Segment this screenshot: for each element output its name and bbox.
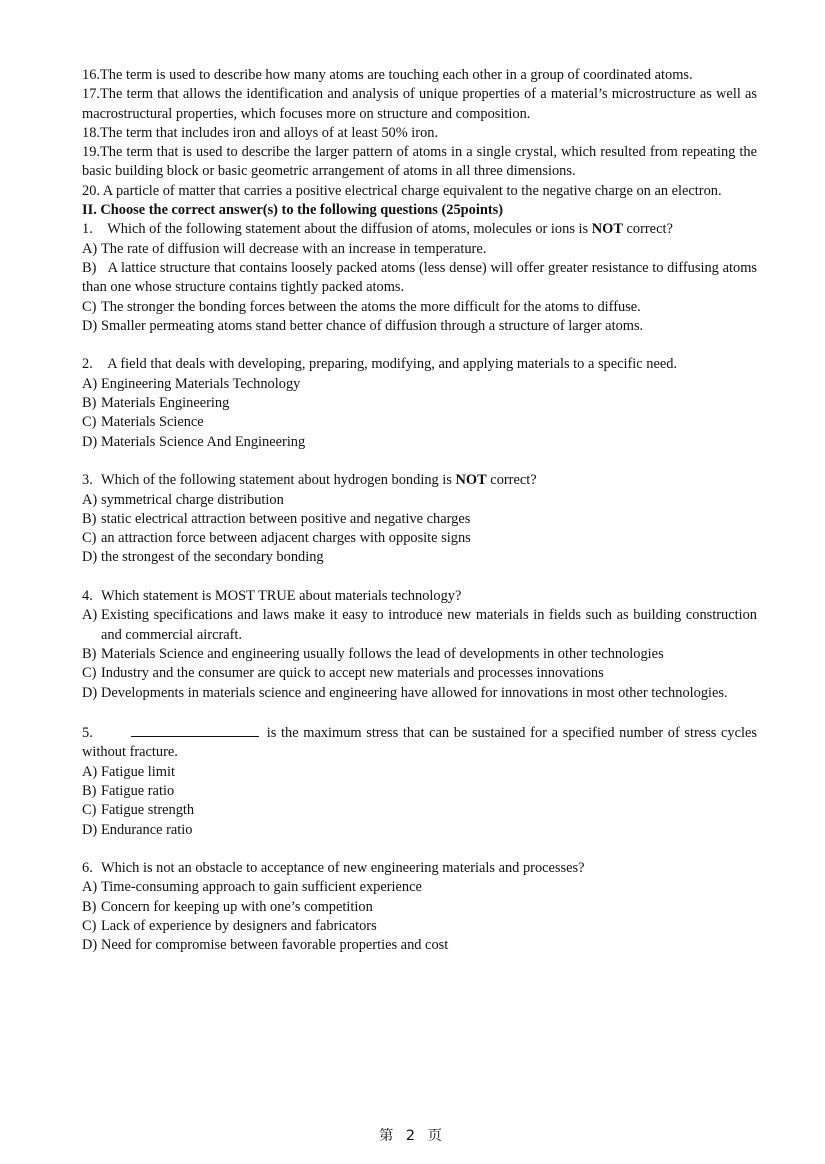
option-text: symmetrical charge distribution bbox=[101, 491, 284, 508]
definition-16: 16.The term is used to describe how many atoms are touching each other in a group of coordinated atoms. bbox=[82, 67, 693, 83]
option-c[interactable] bbox=[82, 298, 757, 317]
question-text: is the maximum stress that can be sustained for a specified number of stress cycles without fracture. bbox=[82, 725, 757, 761]
option-label: C) bbox=[82, 414, 97, 431]
option-d[interactable] bbox=[82, 684, 757, 703]
option-text: A lattice structure that contains loosely packed atoms (less dense) will offer greater resistance to diffusing atoms than one whose structure contains tightly packed atoms. bbox=[82, 259, 757, 296]
option-text: Endurance ratio bbox=[101, 821, 193, 838]
option-d[interactable] bbox=[82, 936, 757, 955]
option-text: Smaller permeating atoms stand better chance of diffusion through a structure of larger atoms. bbox=[101, 317, 644, 334]
question-text-end: correct? bbox=[622, 221, 673, 238]
option-a[interactable] bbox=[82, 240, 757, 259]
option-d[interactable] bbox=[82, 317, 757, 336]
question-text: Which is not an obstacle to acceptance of new engineering materials and processes? bbox=[101, 860, 585, 877]
option-text: The stronger the bonding forces between the atoms the more difficult for the atoms to diffuse. bbox=[101, 298, 641, 315]
question-number: 3. bbox=[82, 472, 93, 489]
question-emphasis: NOT bbox=[591, 221, 623, 238]
option-label: C) bbox=[82, 918, 97, 935]
option-text: Existing specifications and laws make it easy to introduce new materials in fields such as building construction and commercial aircraft. bbox=[101, 607, 757, 643]
question-2 bbox=[82, 355, 757, 451]
definition-19: 19.The term that is used to describe the larger pattern of atoms in a single crystal, which resulted from repeating the basic building block or basic geometric arrangement of atoms in all three dimensions. bbox=[82, 144, 757, 180]
question-1 bbox=[82, 220, 757, 336]
option-label: B) bbox=[82, 395, 97, 412]
question-text: A field that deals with developing, preparing, modifying, and applying materials to a specific need. bbox=[107, 356, 678, 373]
section-header: II. Choose the correct answer(s) to the following questions (25points) bbox=[82, 202, 504, 219]
question-text: Which of the following statement about hydrogen bonding is bbox=[101, 472, 456, 489]
option-label: C) bbox=[82, 298, 97, 315]
option-label: A) bbox=[82, 240, 98, 257]
option-label: B) bbox=[82, 510, 97, 527]
question-3-stem bbox=[82, 471, 757, 490]
question-6 bbox=[82, 859, 757, 955]
option-text: Lack of experience by designers and fabricators bbox=[101, 918, 377, 935]
option-label: A) bbox=[82, 763, 98, 780]
question-5 bbox=[82, 722, 757, 840]
option-label: C) bbox=[82, 530, 97, 547]
option-c[interactable] bbox=[82, 801, 757, 820]
option-b[interactable] bbox=[82, 782, 757, 801]
option-a[interactable] bbox=[82, 763, 757, 782]
option-text: an attraction force between adjacent charges with opposite signs bbox=[101, 530, 471, 547]
option-b[interactable] bbox=[82, 898, 757, 917]
option-b[interactable] bbox=[82, 394, 757, 413]
option-label: C) bbox=[82, 665, 97, 682]
question-number: 4. bbox=[82, 588, 93, 605]
definition-20: 20. A particle of matter that carries a positive electrical charge equivalent to the negative charge on an electron. bbox=[82, 182, 722, 199]
option-label: B) bbox=[82, 645, 97, 662]
option-label: C) bbox=[82, 802, 97, 819]
question-number: 1. bbox=[82, 221, 93, 238]
option-c[interactable] bbox=[82, 664, 757, 683]
question-5-stem bbox=[82, 722, 757, 763]
document-page bbox=[82, 66, 757, 956]
option-text: Developments in materials science and engineering have allowed for innovations in most other technologies. bbox=[101, 684, 728, 701]
option-text: static electrical attraction between positive and negative charges bbox=[101, 510, 471, 527]
option-label: A) bbox=[82, 607, 98, 624]
option-text: Industry and the consumer are quick to accept new materials and processes innovations bbox=[101, 665, 604, 682]
option-text: The rate of diffusion will decrease with an increase in temperature. bbox=[101, 240, 487, 257]
question-number: 5. bbox=[82, 725, 93, 742]
option-c[interactable] bbox=[82, 917, 757, 936]
option-text: Fatigue strength bbox=[101, 802, 195, 819]
option-text: the strongest of the secondary bonding bbox=[101, 549, 324, 566]
option-d[interactable] bbox=[82, 433, 757, 452]
question-text: Which of the following statement about the diffusion of atoms, molecules or ions is bbox=[107, 221, 592, 238]
option-d[interactable] bbox=[82, 821, 757, 840]
definition-17: 17.The term that allows the identification and analysis of unique properties of a material’s microstructure as well as macrostructural properties, which focuses more on structure and composition. bbox=[82, 86, 757, 122]
option-c[interactable] bbox=[82, 529, 757, 548]
question-4-stem bbox=[82, 587, 757, 606]
question-emphasis: NOT bbox=[455, 472, 487, 489]
option-b[interactable] bbox=[82, 510, 757, 529]
question-number: 2. bbox=[82, 356, 93, 373]
question-text-end: correct? bbox=[486, 472, 537, 489]
question-number: 6. bbox=[82, 860, 93, 877]
option-text: Engineering Materials Technology bbox=[101, 375, 301, 392]
option-a[interactable] bbox=[82, 878, 757, 897]
option-b[interactable] bbox=[82, 645, 757, 664]
option-text: Materials Science And Engineering bbox=[101, 433, 306, 450]
option-text: Materials Science and engineering usually follows the lead of developments in other technologies bbox=[101, 645, 664, 662]
question-text: Which statement is MOST TRUE about materials technology? bbox=[101, 588, 462, 605]
page-number-footer: 第 2 页 bbox=[378, 1128, 447, 1144]
option-c[interactable] bbox=[82, 413, 757, 432]
option-text: Fatigue ratio bbox=[101, 782, 175, 799]
answer-blank[interactable] bbox=[131, 722, 259, 737]
option-label: D) bbox=[82, 317, 98, 334]
option-label: D) bbox=[82, 937, 98, 954]
option-label: A) bbox=[82, 879, 98, 896]
option-text: Need for compromise between favorable properties and cost bbox=[101, 937, 449, 954]
option-d[interactable] bbox=[82, 548, 757, 567]
option-label: D) bbox=[82, 684, 98, 701]
option-text: Fatigue limit bbox=[101, 763, 175, 780]
option-label: A) bbox=[82, 375, 98, 392]
option-label: B) bbox=[82, 259, 97, 276]
option-a[interactable] bbox=[82, 606, 757, 645]
option-text: Materials Engineering bbox=[101, 395, 230, 412]
option-text: Concern for keeping up with one’s competition bbox=[101, 898, 373, 915]
option-label: B) bbox=[82, 898, 97, 915]
option-label: A) bbox=[82, 491, 98, 508]
definition-18: 18.The term that includes iron and alloys of at least 50% iron. bbox=[82, 124, 439, 141]
question-3 bbox=[82, 471, 757, 567]
option-label: D) bbox=[82, 549, 98, 566]
option-label: D) bbox=[82, 433, 98, 450]
option-text: Time-consuming approach to gain sufficient experience bbox=[101, 879, 422, 896]
option-b[interactable] bbox=[82, 259, 757, 298]
question-4 bbox=[82, 587, 757, 703]
option-label: B) bbox=[82, 782, 97, 799]
question-6-stem bbox=[82, 859, 757, 878]
question-1-stem bbox=[82, 220, 757, 239]
option-label: D) bbox=[82, 821, 98, 838]
option-text: Materials Science bbox=[101, 414, 204, 431]
question-2-stem bbox=[82, 355, 757, 374]
option-a[interactable] bbox=[82, 491, 757, 510]
option-a[interactable] bbox=[82, 375, 757, 394]
